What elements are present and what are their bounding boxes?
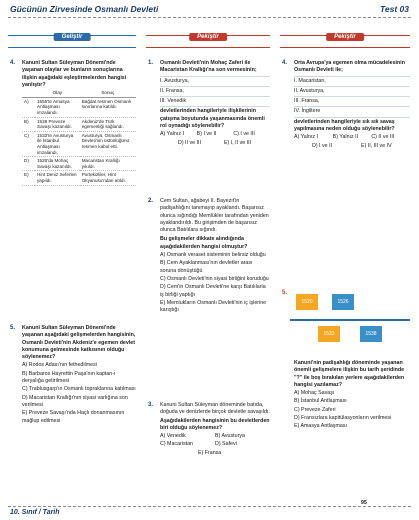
test-number: Test 03: [380, 4, 409, 14]
option-a[interactable]: A) Mohaç Savaşı: [294, 390, 335, 397]
ribbon-label: Geliştir: [54, 33, 91, 41]
footer-course: 10. Sınıf / Tarih: [10, 509, 60, 516]
question-number: 5.: [282, 290, 288, 296]
table-row: [22, 171, 136, 185]
question-number: 4.: [282, 60, 288, 66]
question-5-right: [294, 360, 410, 431]
question-number: 1.: [148, 60, 154, 66]
timeline-year: 1538: [365, 331, 377, 337]
question-stem: Kanuni Sultan Süleyman Dönemi'nde yaşanan aşağıdaki gelişmelerden hangisinin, Osmanlı Devleti'nin Akdeniz'e egemen devlet konumuna gelmesinde katkısının olduğu söylenemez?: [22, 325, 136, 361]
option-e[interactable]: E) Fransa: [198, 449, 222, 456]
option-b[interactable]: B) Yalnız II: [332, 134, 359, 141]
question-stem-2: devletlerinden hangileriyle ilişkilerinin çatışma boyutunda yaşanmasında önemli rol oynadığı söylenebilir?: [160, 108, 265, 130]
option-a[interactable]: A) Osmanlı veraset sisteminin belirsiz olduğu: [160, 252, 266, 259]
question-1: [160, 60, 270, 147]
question-stem: Bu gelişmeler dikkate alındığında aşağıdakilerden hangisi olmuştur?: [160, 236, 248, 250]
timeline-year: 1533: [323, 331, 335, 337]
option-list: [160, 252, 270, 314]
result-cell: Portekizliler, Hint Okyanusu'ndan atıldı.: [80, 171, 136, 185]
option-row: [160, 433, 270, 440]
ribbon-pekistir-1: [146, 35, 270, 48]
table-row: [22, 157, 136, 171]
option-d[interactable]: D) Fransızlara kapitülasyonların verilmesi: [294, 415, 392, 422]
timeline-year: 1526: [337, 299, 349, 305]
option-b[interactable]: B) Avusturya: [215, 433, 245, 440]
footer-divider: [8, 506, 411, 507]
timeline-year: 1520: [301, 299, 313, 305]
option-b[interactable]: B) İstanbul Antlaşması: [294, 398, 347, 405]
table-header-sonuc: Sonuç: [80, 89, 136, 97]
option-a[interactable]: A) Yalnız I: [160, 131, 184, 138]
question-5-left: [22, 325, 136, 425]
question-4-right: [294, 60, 410, 150]
roman-item: III. Fransa,: [294, 98, 320, 105]
option-row: [294, 143, 410, 150]
question-number: 4.: [10, 60, 16, 66]
result-cell: Bağdat resmen Osmanlı sınırlarına katıldı.: [80, 97, 136, 117]
option-d[interactable]: D) I ve II: [312, 142, 333, 149]
option-e[interactable]: E) Preveze Savaşı'nda Haçlı donanmasının mağlup edilmesi: [22, 410, 125, 424]
book-section-title: Gücünün Zirvesinde Osmanlı Devleti: [10, 4, 159, 14]
question-number: 3.: [148, 402, 154, 408]
ribbon-pekistir-2: [280, 35, 410, 48]
option-c[interactable]: C) Preveze Zaferi: [294, 406, 336, 413]
question-stem-2: devletlerinden hangileriyle sık sık savaş yapılmasına neden olduğu söylenebilir?: [294, 118, 395, 133]
option-b[interactable]: B) Barbaros Hayrettin Paşa'nın kaptan-ı deryalığa getirilmesi: [22, 370, 116, 385]
event-cell: 1555'te Amasya Antlaşması imzalandı.: [35, 97, 80, 117]
roman-item: II. Fransa,: [160, 87, 184, 94]
ribbon-label: Pekiştir: [326, 33, 364, 41]
option-d[interactable]: D) Safevi: [215, 441, 237, 448]
option-row: [160, 441, 270, 448]
event-cell: 1538 Preveze Savaşı kazanıldı.: [35, 117, 80, 131]
option-c[interactable]: C) Trablusgarp'ın Osmanlı topraklarına katılması: [22, 386, 136, 393]
divider: [160, 106, 270, 107]
event-cell: 1533'te Avusturya ile İstanbul Antlaşması imzalandı.: [35, 131, 80, 156]
option-letter[interactable]: C): [22, 131, 35, 156]
divider: [294, 96, 410, 97]
question-stem: Osmanlı Devleti'nin Mohaç Zaferi ile Macaristan Krallığı'na son vermesinin;: [160, 60, 257, 74]
event-cell: 1526'da Mohaç Savaşı kazanıldı.: [35, 157, 80, 171]
result-cell: Macaristan Krallığı yıkıldı.: [80, 157, 136, 171]
option-letter[interactable]: B): [22, 117, 35, 131]
option-e[interactable]: E) Amasya Antlaşması: [294, 423, 347, 430]
option-c[interactable]: C) II ve III: [371, 134, 395, 141]
result-cell: Avusturya, Osmanlı Devleti'nin üstünlüğünü resmen kabul etti.: [80, 131, 136, 156]
result-cell: Akdeniz'de Türk egemenliği sağlandı.: [80, 117, 136, 131]
option-row: [160, 450, 270, 457]
option-letter[interactable]: D): [22, 157, 35, 171]
option-e[interactable]: E) Memlukların Osmanlı Devleti'nin iç işlerine karıştığı: [160, 299, 267, 314]
option-a[interactable]: A) Yalnız I: [294, 134, 318, 141]
option-e[interactable]: E) I, II ve III: [224, 139, 252, 146]
timeline-card-2: [332, 294, 354, 310]
option-list: [22, 362, 136, 424]
timeline-figure: [290, 286, 410, 356]
question-number: 2.: [148, 198, 154, 204]
table-row: [22, 97, 136, 117]
option-b[interactable]: B) I ve II: [196, 131, 217, 138]
option-a[interactable]: A) Rodos Adası'nın fethedilmesi: [22, 362, 97, 369]
option-row: [160, 140, 270, 147]
question-stem: Kanuni'nin padişahlığı döneminde yaşanan önemli gelişmelere ilişkin bu tarih şeridinde "?" ile boş bırakılan yerlere aşağıdakilerden hangisi yazılamaz?: [294, 360, 405, 388]
option-d[interactable]: D) II ve III: [178, 139, 201, 146]
option-row: [294, 134, 410, 141]
question-number: 5.: [10, 325, 16, 331]
question-3: [160, 402, 270, 457]
timeline-card-3: [318, 326, 340, 342]
event-cell: Hint Deniz Seferleri yapıldı.: [35, 171, 80, 185]
option-e[interactable]: E) II, III ve IV: [361, 142, 392, 149]
divider: [294, 86, 410, 87]
question-stem: Aşağıdakilerden hangisinin bu devletlerden biri olduğu söylenemez?: [160, 417, 270, 431]
table-row: [22, 131, 136, 156]
option-c[interactable]: C) Osmanlı Devleti'nin siyasi birliğini koruduğu: [160, 275, 269, 282]
option-d[interactable]: D) Cem'in Osmanlı Devleti'ne karşı Batılılarla iş birliği yaptığı: [160, 284, 266, 298]
table-row: [22, 117, 136, 131]
question-stem: Orta Avrupa'ya egemen olma mücadelesinin Osmanlı Devleti ile;: [294, 60, 405, 74]
divider: [160, 96, 270, 97]
timeline-card-1: [296, 294, 318, 310]
ribbon-label: Pekiştir: [189, 33, 227, 41]
divider: [294, 76, 410, 77]
question-stem: Kanuni Sultan Süleyman Dönemi'nde yaşanan olaylar ve bunların sonuçlarına ilişkin aşağıdaki eşleştirmelerden hangisi yanlıştır?: [22, 60, 127, 88]
question-passage: Kanuni Sultan Süleyman döneminde batıda, doğuda ve denizlerde birçok devletle savaşıldı.: [160, 402, 270, 416]
option-c[interactable]: C) Macaristan: [160, 441, 193, 448]
ribbon-gelistir: [8, 35, 136, 48]
option-d[interactable]: D) Macaristan Krallığı'nın siyasi varlığına son verilmesi: [22, 394, 128, 408]
divider: [160, 76, 270, 77]
option-b[interactable]: B) Cem Ayaklanması'nın devletler arası soruna dönüştüğü: [160, 260, 253, 274]
option-list: [294, 390, 410, 430]
option-row: [160, 131, 270, 138]
option-a[interactable]: A) Venedik: [160, 433, 186, 440]
table-col-empty: [22, 89, 35, 97]
option-letter[interactable]: A): [22, 97, 35, 117]
question-passage: Cem Sultan, ağabeyi II. Bayezıt'in padişahlığını tanımayıp ayaklandı. Başarısız olunca sığındığı Memlükler tarafından yeniden ayaklandırıldı. Bu girişimden de başarısız olunca Batılılara sığındı.: [160, 198, 269, 234]
roman-item: I. Avusturya,: [160, 77, 190, 84]
header-divider: [8, 17, 411, 18]
divider: [160, 86, 270, 87]
roman-item: III. Venedik: [160, 98, 187, 105]
timeline-axis: [290, 319, 410, 321]
question-4-left: [22, 60, 136, 186]
roman-item: IV. İngiltere: [294, 108, 321, 115]
roman-item: I. Macaristan,: [294, 77, 326, 84]
page-number: 95: [360, 500, 367, 506]
timeline-card-4: [360, 326, 382, 342]
option-c[interactable]: C) I ve III: [233, 131, 255, 138]
event-result-table: [22, 89, 136, 185]
divider: [294, 117, 410, 118]
table-header-olay: Olay: [35, 89, 80, 97]
option-letter[interactable]: E): [22, 171, 35, 185]
roman-item: II. Avusturya,: [294, 87, 325, 94]
question-2: [160, 198, 270, 314]
